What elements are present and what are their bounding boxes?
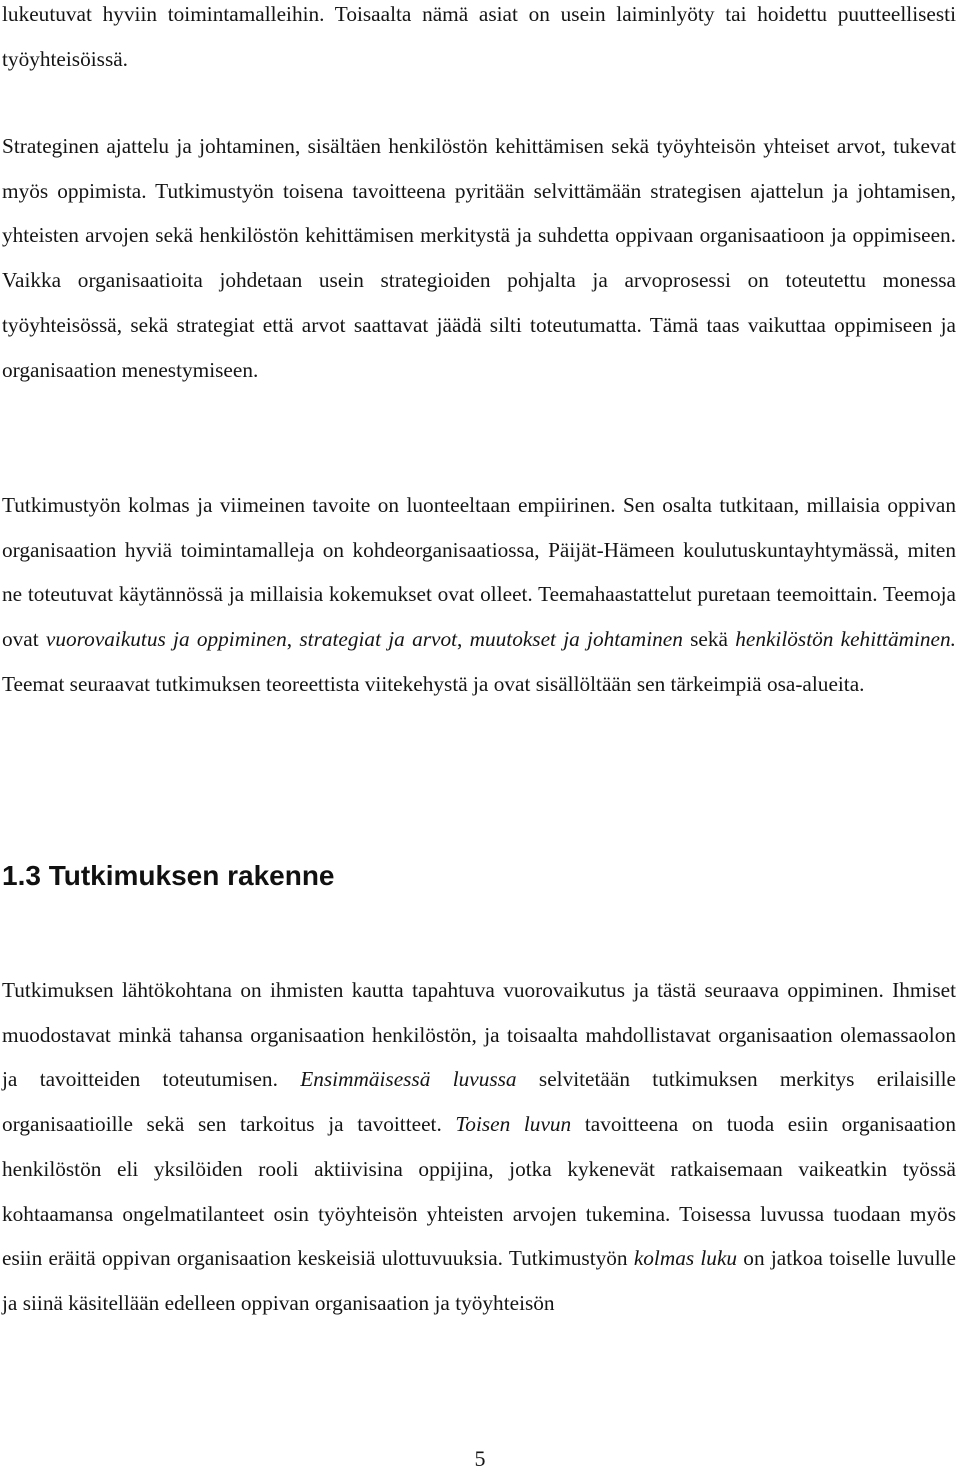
text-segment: ,	[457, 627, 470, 652]
section-heading: 1.3 Tutkimuksen rakenne	[2, 860, 335, 891]
text-segment: Tutkimustyön kolmas ja viimeinen tavoite on luonteeltaan empiirinen. Sen osalta tutkitaan, millaisia oppivan organisaation hyviä toimintamalleja on kohdeorganisaatiossa, Päijät-Hämeen koulutuskuntayhtymässä, miten ne toteutuvat käytännössä ja millaisia kokemukset ovat olleet. Teemahaastattelut puretaan teemoittain. Teemoja ovat	[2, 493, 956, 652]
italic-text-segment: vuorovaikutus ja oppiminen	[45, 627, 287, 652]
text-segment: on jatkoa toiselle luvulle ja siinä käsitellään edelleen oppivan organisaation ja työyhteisön	[2, 1246, 956, 1315]
text-segment: tavoitteena on tuoda esiin organisaation henkilöstön eli yksilöiden rooli aktiivisina oppijina, jotka kykenevät ratkaisemaan vaikeatkin työssä kohtaamansa ongelmatilanteet osin työyhteisön yhteisten arvojen tukemina. Toisessa luvussa tuodaan myös esiin eräitä oppivan organisaation keskeisiä ulottuvuuksia. Tutkimustyön	[2, 1112, 956, 1271]
italic-text-segment: Ensimmäisessä luvussa	[300, 1067, 517, 1092]
paragraph-1	[2, 0, 956, 81]
italic-text-segment: henkilöstön kehittäminen.	[735, 627, 956, 652]
italic-text-segment: muutokset ja johtaminen	[469, 627, 683, 652]
italic-text-segment: strategiat ja arvot	[299, 627, 458, 652]
italic-text-segment: kolmas luku	[633, 1246, 738, 1271]
text-segment: Tutkimuksen lähtökohtana on ihmisten kautta tapahtuva vuorovaikutus ja tästä seuraava oppiminen. Ihmiset muodostavat minkä tahansa organisaation henkilöstön, ja toisaalta mahdollistavat organisaation olemassaolon ja tavoitteiden toteutumisen.	[2, 978, 956, 1092]
text-segment: ,	[286, 627, 300, 652]
text-segment: Teemat seuraavat tutkimuksen teoreettista viitekehystä ja ovat sisällöltään sen tärkeimpiä osa-alueita.	[2, 671, 865, 696]
text-segment: lukeutuvat hyviin toimintamalleihin. Toisaalta nämä asiat on usein laiminlyöty tai hoidettu puutteellisesti työyhteisöissä.	[2, 2, 956, 71]
italic-text-segment: Toisen luvun	[455, 1112, 572, 1137]
paragraph-3	[2, 483, 956, 707]
text-segment: selvitetään tutkimuksen merkitys erilaisille organisaatioille sekä sen tarkoitus ja tavoitteet.	[2, 1067, 956, 1137]
paragraph-2	[2, 124, 956, 392]
text-segment: sekä	[682, 627, 736, 652]
page-number: 5	[474, 1446, 486, 1471]
paragraph-4	[2, 968, 956, 1326]
text-segment: Strateginen ajattelu ja johtaminen, sisältäen henkilöstön kehittämisen sekä työyhteisön yhteiset arvot, tukevat myös oppimista. Tutkimustyön toisena tavoitteena pyritään selvittämään strategisen ajattelun ja johtamisen, yhteisten arvojen sekä henkilöstön kehittämisen merkitystä ja suhdetta oppivaan organisaatioon ja oppimiseen. Vaikka organisaatioita johdetaan usein strategioiden pohjalta ja arvoprosessi on toteutettu monessa työyhteisössä, sekä strategiat että arvot saattavat jäädä silti toteutumatta. Tämä taas vaikuttaa oppimiseen ja organisaation menestymiseen.	[2, 134, 956, 382]
